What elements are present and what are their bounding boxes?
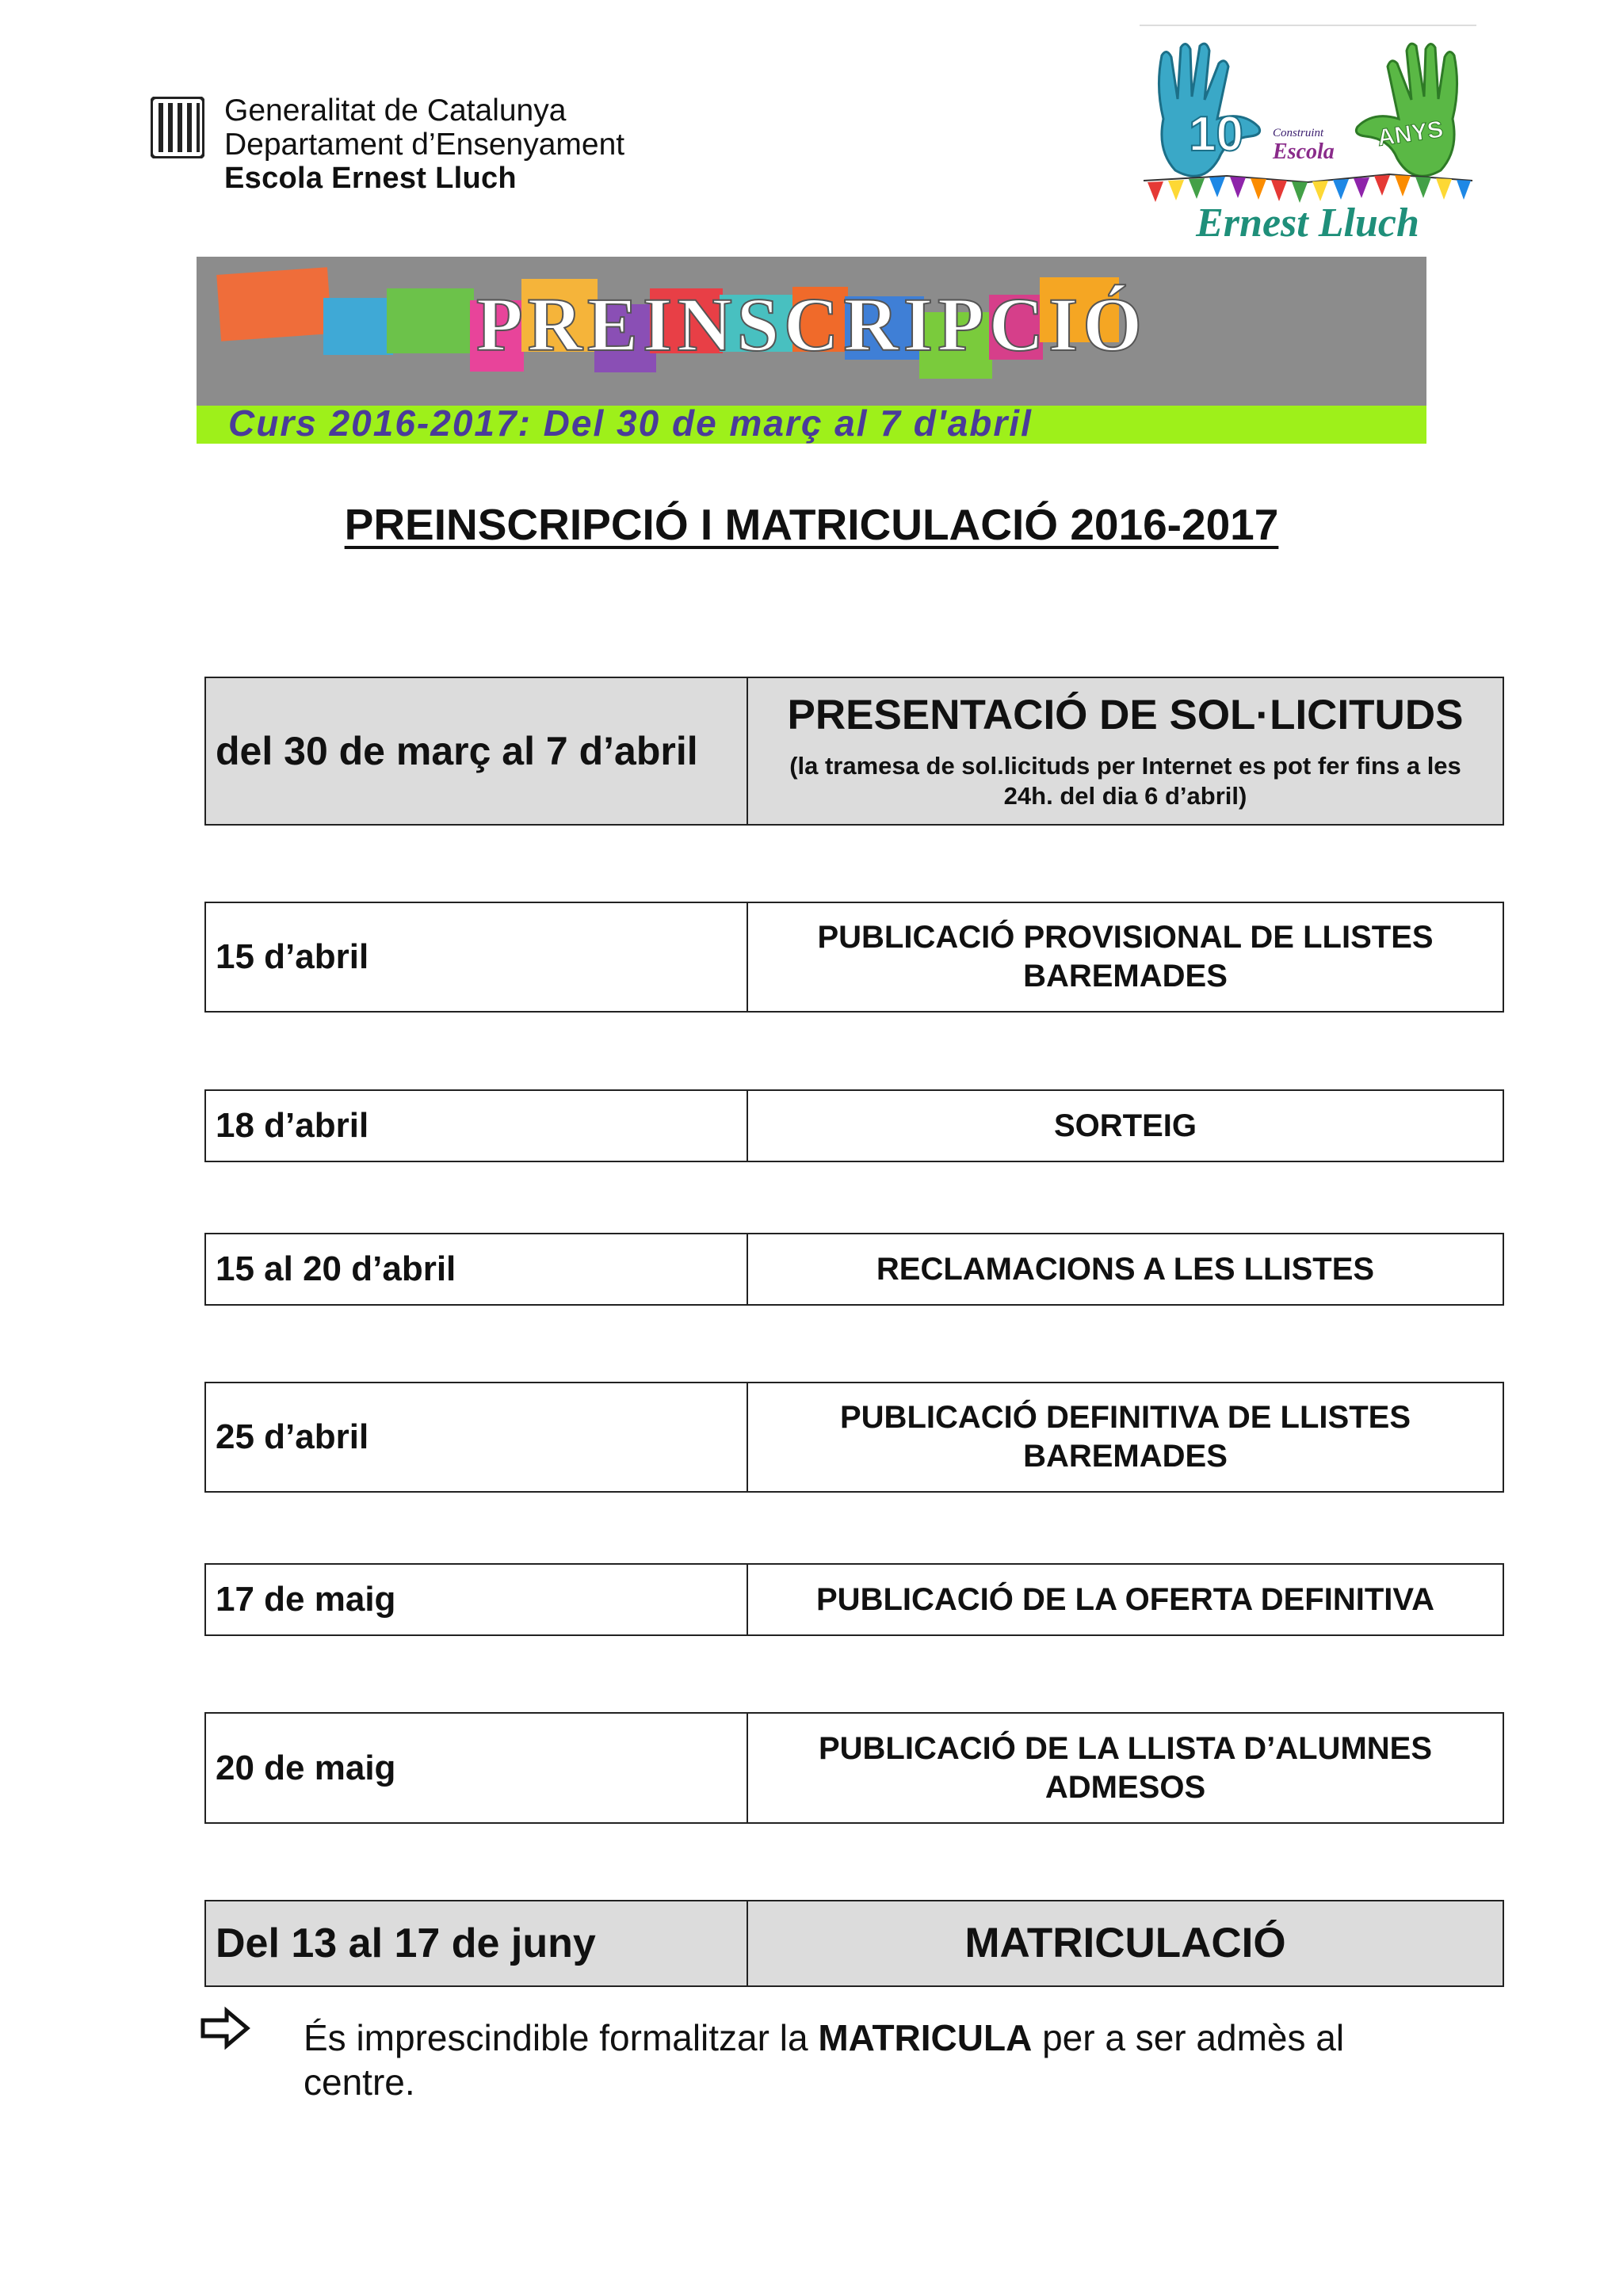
schedule-row (204, 1089, 1504, 1162)
logo-number: 10 (1189, 107, 1243, 162)
page-title: PREINSCRIPCIÓ I MATRICULACIÓ 2016-2017 (344, 500, 1279, 549)
row-date: 15 al 20 d’abril (206, 1234, 748, 1304)
row-event (748, 1091, 1503, 1161)
schedule-row (204, 1382, 1504, 1493)
row-event-label: PUBLICACIÓ PROVISIONAL DE LLISTES BAREMADES (817, 920, 1434, 994)
row-event-label: PUBLICACIÓ DEFINITIVA DE LLISTES BAREMADES (839, 1400, 1411, 1474)
logo-anys: ANYS (1376, 116, 1445, 152)
footnote: És imprescindible formalitzar la MATRICULA per a ser admès al centre. (304, 2017, 1345, 2103)
banner-subtitle: Curs 2016-2017: Del 30 de març al 7 d'abril (228, 402, 1033, 444)
school-logo (1140, 24, 1476, 254)
schedule-row (204, 1563, 1504, 1636)
row-event (748, 1383, 1503, 1491)
row-event (748, 1901, 1503, 1985)
row-event-note: (la tramesa de sol.licituds per Internet es pot fer fins a les 24h. del dia 6 d’abril) (789, 751, 1461, 810)
schedule-row (204, 902, 1504, 1013)
row-date: Del 13 al 17 de juny (206, 1901, 748, 1985)
logo-escola: Escola (1273, 139, 1335, 164)
schedule-row (204, 1712, 1504, 1824)
row-event-label: RECLAMACIONS A LES LLISTES (876, 1251, 1375, 1287)
schedule-row (204, 1900, 1504, 1987)
generalitat-header (224, 93, 624, 196)
banner-word: PREINSCRIPCIÓ (475, 282, 1148, 367)
logo-construint: Construint (1273, 127, 1324, 139)
school-name: Escola Ernest Lluch (224, 162, 517, 195)
row-event-label: PRESENTACIÓ DE SOL·LICITUDS (787, 691, 1464, 738)
row-date: 25 d’abril (206, 1383, 748, 1491)
row-event-label: PUBLICACIÓ DE LA OFERTA DEFINITIVA (816, 1581, 1434, 1617)
department-name: Departament d’Ensenyament (224, 128, 625, 162)
row-event (748, 1234, 1503, 1304)
arrow-right-icon (200, 2006, 252, 2050)
row-event (748, 1714, 1503, 1822)
row-date: del 30 de març al 7 d’abril (206, 678, 748, 824)
row-event-label: SORTEIG (1053, 1108, 1197, 1143)
row-event (748, 1565, 1503, 1634)
preinscripcio-banner (197, 257, 1426, 444)
logo-school-name: Ernest Lluch (1196, 200, 1419, 246)
row-date: 17 de maig (206, 1565, 748, 1634)
row-event-label: MATRICULACIÓ (964, 1919, 1286, 1966)
footnote-emphasis: MATRICULA (818, 2017, 1033, 2058)
schedule-row (204, 677, 1504, 826)
org-name: Generalitat de Catalunya (224, 93, 567, 128)
row-event-label: PUBLICACIÓ DE LA LLISTA D’ALUMNES ADMESOS (818, 1730, 1433, 1805)
row-date: 15 d’abril (206, 903, 748, 1011)
row-event (748, 903, 1503, 1011)
row-date: 20 de maig (206, 1714, 748, 1822)
row-event (748, 678, 1503, 824)
row-date: 18 d’abril (206, 1091, 748, 1161)
generalitat-coat-icon (151, 97, 204, 158)
schedule-row (204, 1233, 1504, 1306)
